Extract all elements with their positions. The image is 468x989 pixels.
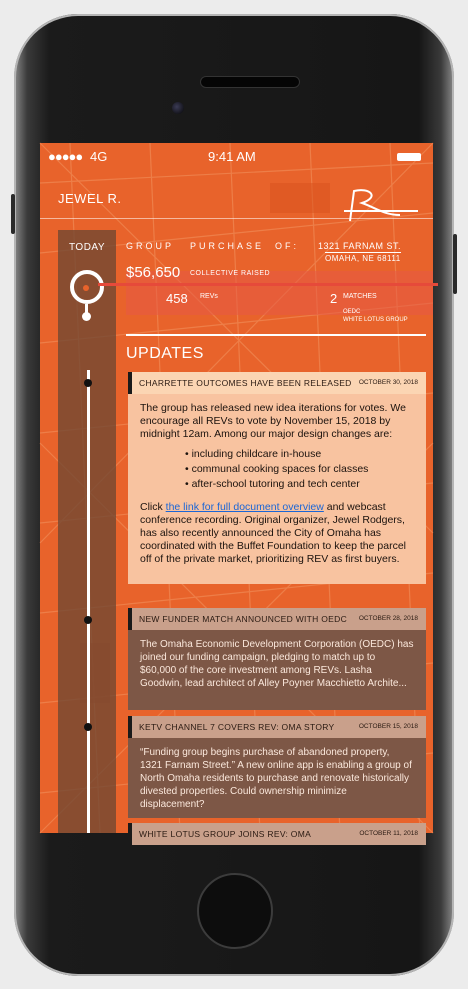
timeline-rail bbox=[58, 230, 116, 833]
network-label: 4G bbox=[90, 149, 108, 164]
update-card[interactable] bbox=[128, 372, 426, 584]
update-date: OCTOBER 28, 2018 bbox=[358, 615, 418, 622]
update-intro: The group has released new idea iterations for votes. We encourage all REVs to vote by November 15, 2018 by midnight 12am. Among our major design changes are: bbox=[140, 402, 406, 440]
revs-label: REVs bbox=[200, 293, 218, 300]
document-link[interactable]: the link for full document overview bbox=[165, 501, 324, 513]
matches-label: MATCHES bbox=[343, 293, 377, 300]
update-date: OCTOBER 11, 2018 bbox=[359, 830, 418, 837]
front-camera bbox=[172, 102, 184, 114]
update-body: “Funding group begins purchase of abandoned property, 1321 Farnam Street.” A new online app is enabling a group of North Omaha residents to purchase and renovate historically divested properties. Could ownership minimize displacement? bbox=[128, 738, 426, 818]
update-header bbox=[128, 716, 426, 738]
header-divider bbox=[40, 218, 433, 219]
group-word: PURCHASE bbox=[190, 241, 265, 251]
update-title: KETV CHANNEL 7 COVERS REV: OMA STORY bbox=[139, 722, 335, 732]
bullet-text: after-school tutoring and tech center bbox=[191, 478, 360, 490]
timeline-dot bbox=[84, 379, 92, 387]
timeline-line bbox=[87, 370, 90, 833]
today-label: TODAY bbox=[68, 242, 106, 253]
update-card[interactable] bbox=[128, 716, 426, 818]
matches-count: 2 bbox=[330, 291, 338, 306]
bullet-item: • after-school tutoring and tech center bbox=[185, 478, 360, 490]
update-date: OCTOBER 15, 2018 bbox=[358, 723, 418, 730]
volume-button bbox=[11, 194, 15, 234]
click-text: Click bbox=[140, 501, 163, 513]
progress-line bbox=[98, 283, 438, 286]
signature-logo-icon bbox=[340, 185, 420, 225]
update-title: WHITE LOTUS GROUP JOINS REV: OMA bbox=[139, 829, 312, 839]
app-screen bbox=[40, 143, 433, 839]
update-body bbox=[128, 394, 426, 584]
position-dot bbox=[83, 285, 89, 291]
amount-label: COLLECTIVE RAISED bbox=[190, 270, 271, 277]
group-word: GROUP bbox=[126, 241, 175, 251]
power-button bbox=[453, 234, 457, 294]
section-divider bbox=[126, 334, 426, 336]
update-card[interactable] bbox=[128, 823, 426, 845]
address-line-2: OMAHA, NE 68111 bbox=[325, 254, 401, 263]
earpiece-speaker bbox=[200, 76, 300, 88]
update-outro bbox=[140, 501, 414, 566]
battery-icon bbox=[397, 153, 421, 161]
bullet-text: including childcare in-house bbox=[191, 448, 322, 460]
update-date: OCTOBER 30, 2018 bbox=[358, 379, 418, 386]
outro-text: and webcast conference recording. Original organizer, Jewel Rodgers, has also recently announced the City of Omaha has coordinated with the Buffet Foundation to keep the parcel off of the private market, prioritizing REV as first buyers. bbox=[140, 501, 406, 565]
clock: 9:41 AM bbox=[208, 149, 256, 164]
group-word: OF: bbox=[275, 241, 299, 251]
update-card[interactable] bbox=[128, 608, 426, 710]
bullet-item: • including childcare in-house bbox=[185, 448, 322, 460]
update-title: CHARRETTE OUTCOMES HAVE BEEN RELEASED bbox=[139, 378, 352, 388]
bullet-text: communal cooking spaces for classes bbox=[191, 463, 369, 475]
home-button[interactable] bbox=[197, 873, 273, 949]
updates-title: UPDATES bbox=[126, 345, 204, 362]
user-name[interactable]: JEWEL R. bbox=[58, 191, 122, 206]
status-bar bbox=[40, 143, 433, 169]
timeline-dot bbox=[84, 616, 92, 624]
timeline-dot bbox=[84, 723, 92, 731]
match-org: WHITE LOTUS GROUP bbox=[343, 317, 408, 323]
address-line-1: 1321 FARNAM ST. bbox=[318, 241, 402, 251]
signal-icon: ●●●●● bbox=[48, 149, 83, 164]
match-org: OEDC bbox=[343, 309, 361, 315]
update-header bbox=[128, 372, 426, 394]
update-body: The Omaha Economic Development Corporation (OEDC) has joined our funding campaign, pledging to match up to $60,000 of the core investment among REVs. Lasha Goodwin, lead architect of Alley Poyner Macchietto Archite... bbox=[128, 630, 426, 710]
bullet-item: • communal cooking spaces for classes bbox=[185, 463, 369, 475]
position-end-dot bbox=[82, 312, 91, 321]
update-title: NEW FUNDER MATCH ANNOUNCED WITH OEDC bbox=[139, 614, 348, 624]
amount-raised: $56,650 bbox=[126, 264, 181, 281]
revs-count: 458 bbox=[166, 291, 188, 306]
update-header bbox=[128, 823, 426, 845]
update-header bbox=[128, 608, 426, 630]
